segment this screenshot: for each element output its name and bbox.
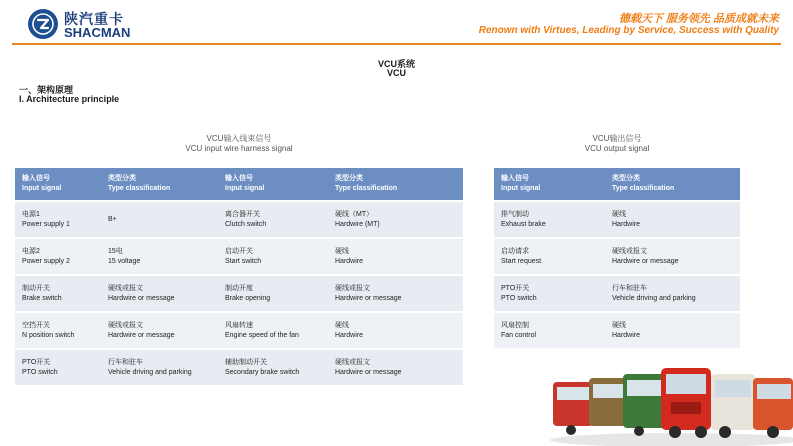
table-row xyxy=(494,239,740,274)
cell-text-en: Engine speed of the fan xyxy=(225,331,299,339)
page-title-en: VCU xyxy=(386,68,406,78)
cell-text-cn: 风扇转速 xyxy=(225,321,253,329)
cell-text-cn: 启动开关 xyxy=(225,247,253,255)
input-table-caption xyxy=(15,134,463,154)
table-cell xyxy=(218,313,328,348)
cell-text-en: Power supply 1 xyxy=(22,220,70,228)
output-caption-cn: VCU输出信号 xyxy=(592,134,642,143)
table-cell xyxy=(605,202,740,237)
cell-text-cn: PTO开关 xyxy=(501,284,530,292)
header-cell: 类型分类 Type classification xyxy=(101,168,218,200)
cell-text-en: Start request xyxy=(501,257,542,265)
cell-text-en: Hardwire or message xyxy=(108,331,175,339)
section-heading-cn: 一、架构原理 xyxy=(19,85,74,95)
cell-text-cn: 硬线或报文 xyxy=(335,358,370,366)
cell-text-en: Exhaust brake xyxy=(501,220,546,228)
input-caption-cn: VCU输入线束信号 xyxy=(206,134,272,143)
table-cell xyxy=(605,313,740,348)
table-cell xyxy=(101,239,218,274)
table-cell xyxy=(101,202,218,237)
cell-text-en: Hardwire xyxy=(335,257,364,265)
cell-text-cn: 电源2 xyxy=(22,247,40,255)
cell-text-cn: 硬线或报文 xyxy=(108,284,143,292)
cell-text-cn: 硬线或报文 xyxy=(335,284,370,292)
cell-text-cn: 空挡开关 xyxy=(22,321,50,329)
cell-text-en: Hardwire or message xyxy=(335,294,402,302)
cell-text-cn: 行车和驻车 xyxy=(108,358,143,366)
cell-text-cn: 电源1 xyxy=(22,210,40,218)
cell-text-cn: B+ xyxy=(108,215,117,223)
table-row xyxy=(494,313,740,348)
cell-text-en: Fan control xyxy=(501,331,537,339)
table-row xyxy=(15,202,463,237)
table-cell xyxy=(15,313,101,348)
cell-text-en: Hardwire (MT) xyxy=(335,220,380,228)
table-header-row xyxy=(15,168,463,200)
table-cell xyxy=(218,350,328,385)
cell-text-en: Vehicle driving and parking xyxy=(612,294,696,302)
cell-text-cn: 硬线 xyxy=(335,247,349,255)
cell-text-en: N position switch xyxy=(22,331,75,339)
cell-text-cn: 风扇控制 xyxy=(501,321,529,329)
table-cell xyxy=(218,202,328,237)
cell-text-cn: 排气制动 xyxy=(501,210,529,218)
table-cell xyxy=(328,350,463,385)
input-signal-table xyxy=(15,166,463,387)
brand-name-cn: 陕汽重卡 xyxy=(64,11,124,27)
output-table-caption xyxy=(494,134,740,154)
cell-text-cn: 15电 xyxy=(108,247,123,255)
cell-text-en: Start switch xyxy=(225,257,262,265)
table-cell xyxy=(101,313,218,348)
page-title-cn: VCU系统 xyxy=(377,59,415,69)
table-cell xyxy=(15,276,101,311)
table-cell xyxy=(218,239,328,274)
table-cell xyxy=(494,276,605,311)
section-heading-en: I. Architecture principle xyxy=(19,94,120,104)
cell-text-cn: 行车和驻车 xyxy=(612,284,647,292)
header-cell: 输入信号 Input signal xyxy=(494,168,605,200)
header-cell: 输入信号 Input signal xyxy=(15,168,101,200)
table-cell xyxy=(328,313,463,348)
cell-text-cn: 硬线 xyxy=(612,321,626,329)
table-row xyxy=(15,239,463,274)
header-divider xyxy=(12,43,781,45)
output-caption-en: VCU output signal xyxy=(584,144,650,153)
cell-text-cn: 硬线 xyxy=(335,321,349,329)
table-row xyxy=(15,350,463,385)
output-signal-table xyxy=(494,166,740,350)
cell-text-cn: 硬线或报文 xyxy=(108,321,143,329)
cell-text-en: Clutch switch xyxy=(225,220,267,228)
cell-text-cn: 离合器开关 xyxy=(225,210,260,218)
cell-text-en: Hardwire or message xyxy=(612,257,679,265)
cell-text-en: Brake switch xyxy=(22,294,62,302)
cell-text-cn: 制动开度 xyxy=(225,284,253,292)
table-cell xyxy=(15,239,101,274)
cell-text-cn: 辅助制动开关 xyxy=(225,358,267,366)
table-row xyxy=(15,313,463,348)
cell-text-en: Hardwire or message xyxy=(108,294,175,302)
input-caption-en: VCU input wire harness signal xyxy=(185,144,293,153)
brand-name-en: SHACMAN xyxy=(64,25,131,40)
cell-text-cn: PTO开关 xyxy=(22,358,51,366)
cell-text-en: Hardwire xyxy=(335,331,364,339)
cell-text-en: 15 voltage xyxy=(108,257,141,265)
cell-text-en: Secondary brake switch xyxy=(225,368,300,376)
table-cell xyxy=(494,202,605,237)
cell-text-cn: 启动请求 xyxy=(501,247,529,255)
slogan-cn: 德载天下 服务领先 品质成就未来 xyxy=(618,13,779,25)
table-cell xyxy=(328,239,463,274)
table-cell xyxy=(218,276,328,311)
cell-text-cn: 硬线 xyxy=(612,210,626,218)
header-cell: 输入信号 Input signal xyxy=(218,168,328,200)
table-row xyxy=(494,276,740,311)
table-cell xyxy=(101,276,218,311)
table-cell xyxy=(494,313,605,348)
cell-text-cn: 硬线（MT） xyxy=(335,210,374,218)
cell-text-en: Brake opening xyxy=(225,294,271,302)
cell-text-en: PTO switch xyxy=(501,294,537,302)
table-cell xyxy=(605,276,740,311)
table-cell xyxy=(605,239,740,274)
header-cell: 类型分类 Type classification xyxy=(328,168,463,200)
cell-text-cn: 制动开关 xyxy=(22,284,50,292)
cell-text-en: Hardwire or message xyxy=(335,368,402,376)
cell-text-en: Vehicle driving and parking xyxy=(108,368,192,376)
cell-text-en: Hardwire xyxy=(612,331,641,339)
table-cell xyxy=(328,202,463,237)
cell-text-cn: 硬线或报文 xyxy=(612,247,647,255)
table-header-row xyxy=(494,168,740,200)
slogan-en: Renown with Virtues, Leading by Service, Success with Quality xyxy=(478,25,779,36)
table-cell xyxy=(101,350,218,385)
table-row xyxy=(15,276,463,311)
page-header xyxy=(0,0,793,46)
cell-text-en: Hardwire xyxy=(612,220,641,228)
table-row xyxy=(494,202,740,237)
header-cell: 类型分类 Type classification xyxy=(605,168,740,200)
table-cell xyxy=(494,239,605,274)
cell-text-en: Power supply 2 xyxy=(22,257,70,265)
table-cell xyxy=(328,276,463,311)
table-cell xyxy=(15,202,101,237)
table-cell xyxy=(15,350,101,385)
shacman-logo-icon xyxy=(28,9,58,39)
cell-text-en: PTO switch xyxy=(22,368,58,376)
trucks-illustration xyxy=(535,360,793,446)
